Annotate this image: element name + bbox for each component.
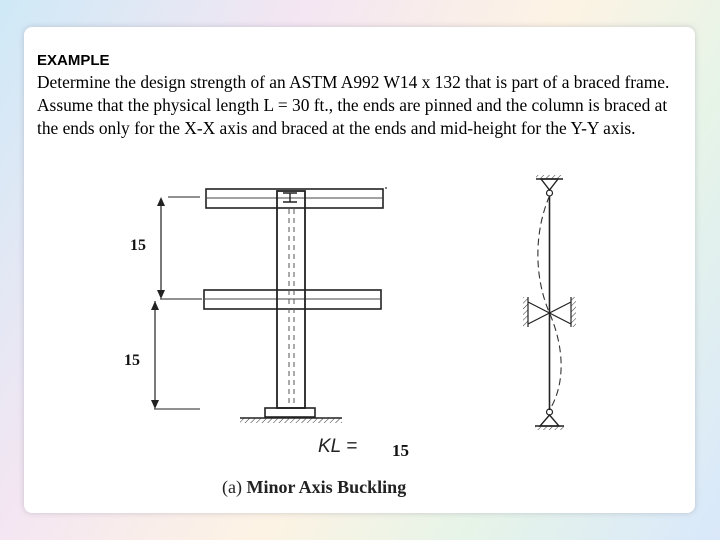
- kl-value: 15: [392, 441, 409, 460]
- figure-caption: [222, 477, 406, 498]
- column-base: [240, 408, 342, 423]
- buckled-shape-diagram: [523, 175, 576, 430]
- upper-length-label: 15: [130, 237, 146, 254]
- slide-heading: EXAMPLE: [37, 52, 110, 69]
- kl-label: KL =: [318, 436, 358, 457]
- slide: [24, 27, 695, 513]
- caption-prefix: (a): [222, 477, 242, 497]
- lower-length-label: 15: [124, 352, 140, 369]
- minor-axis-buckling-figure: [24, 27, 695, 513]
- dimension-lines: [151, 197, 202, 409]
- caption-title: Minor Axis Buckling: [246, 477, 407, 497]
- problem-statement: Determine the design strength of an ASTM A992 W14 x 132 that is part of a braced frame. Assume that the physical length L = 30 ft., the ends are pinned and the column is braced at the ends only for the X-X axis and braced at the ends and mid-height for the Y-Y axis.: [37, 72, 670, 138]
- middle-beam: [204, 290, 381, 309]
